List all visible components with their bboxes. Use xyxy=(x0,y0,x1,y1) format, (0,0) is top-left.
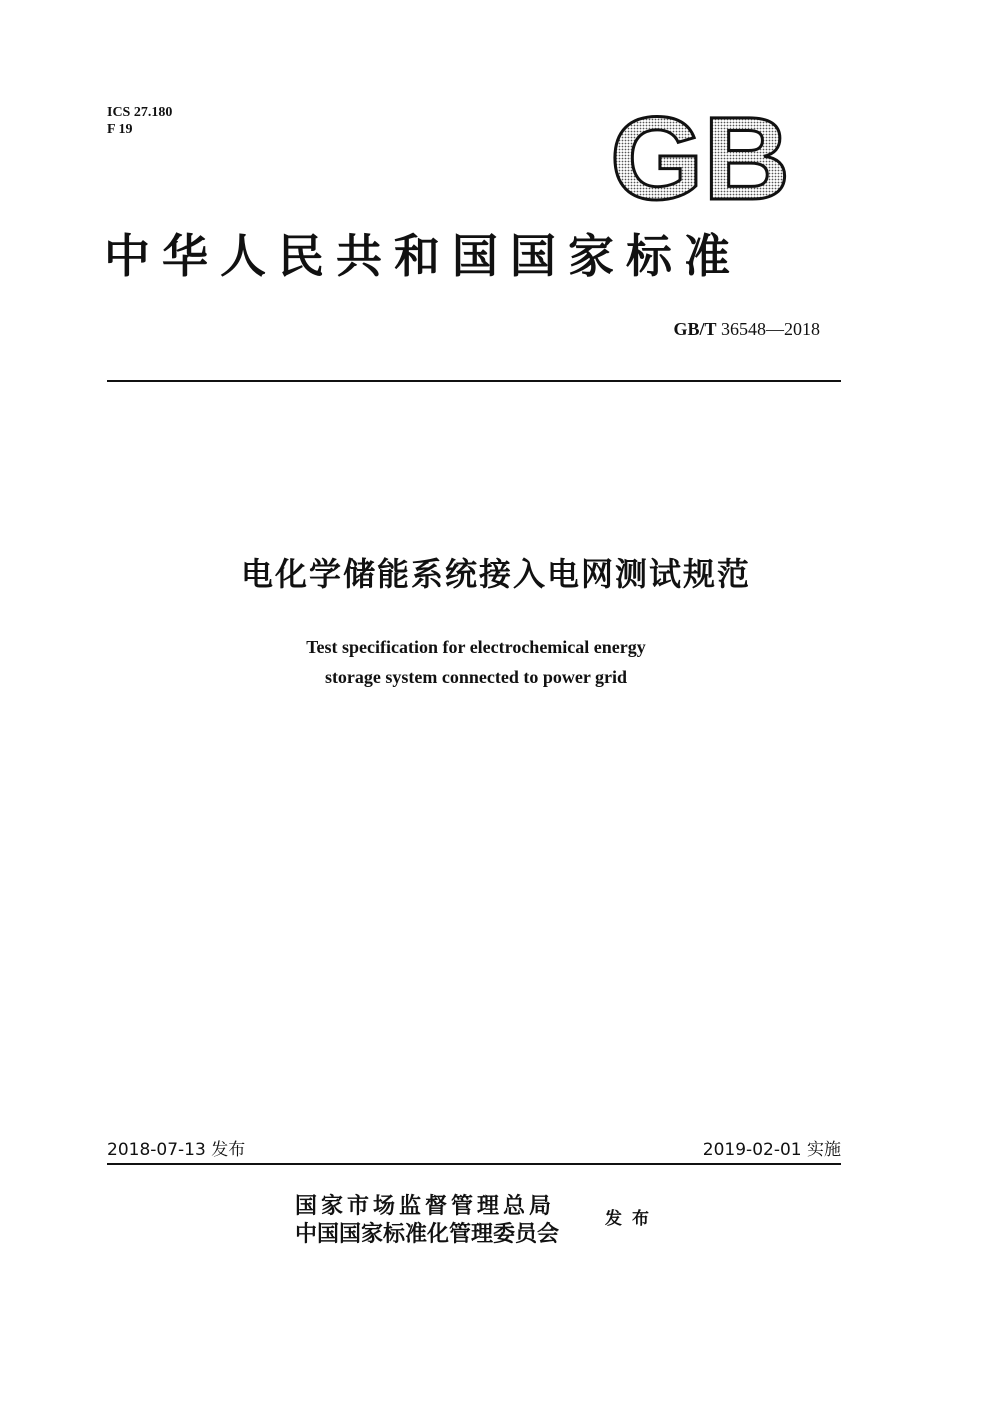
publish-date: 2018-07-13 发布 xyxy=(107,1140,246,1160)
standard-code-number: 36548—2018 xyxy=(721,319,820,339)
document-title-english xyxy=(0,632,952,692)
standard-category-title: 中华人民共和国国家标准 xyxy=(104,229,742,283)
header-divider xyxy=(107,380,841,382)
standard-code xyxy=(673,318,820,340)
issuing-authorities xyxy=(295,1192,559,1248)
gb-logo xyxy=(612,112,792,204)
gb-logo-graphic xyxy=(612,112,792,204)
ccs-code: F 19 xyxy=(107,122,133,137)
svg-text:GB: GB xyxy=(612,112,790,204)
english-title-line-2: storage system connected to power grid xyxy=(324,667,628,687)
issuer-sac: 中国国家标准化管理委员会 xyxy=(295,1221,560,1247)
implementation-date: 2019-02-01 实施 xyxy=(702,1140,841,1160)
issue-label: 发布 xyxy=(605,1209,659,1229)
footer-divider xyxy=(107,1163,841,1165)
issuer-samr: 国家市场监督管理总局 xyxy=(295,1193,556,1219)
document-title-chinese: 电化学储能系统接入电网测试规范 xyxy=(240,555,751,593)
ics-code: ICS 27.180 xyxy=(107,105,173,120)
english-title-line-1: Test specification for electrochemical energy xyxy=(306,637,646,657)
classification-codes xyxy=(107,104,172,138)
standard-code-prefix: GB/T xyxy=(673,319,717,339)
